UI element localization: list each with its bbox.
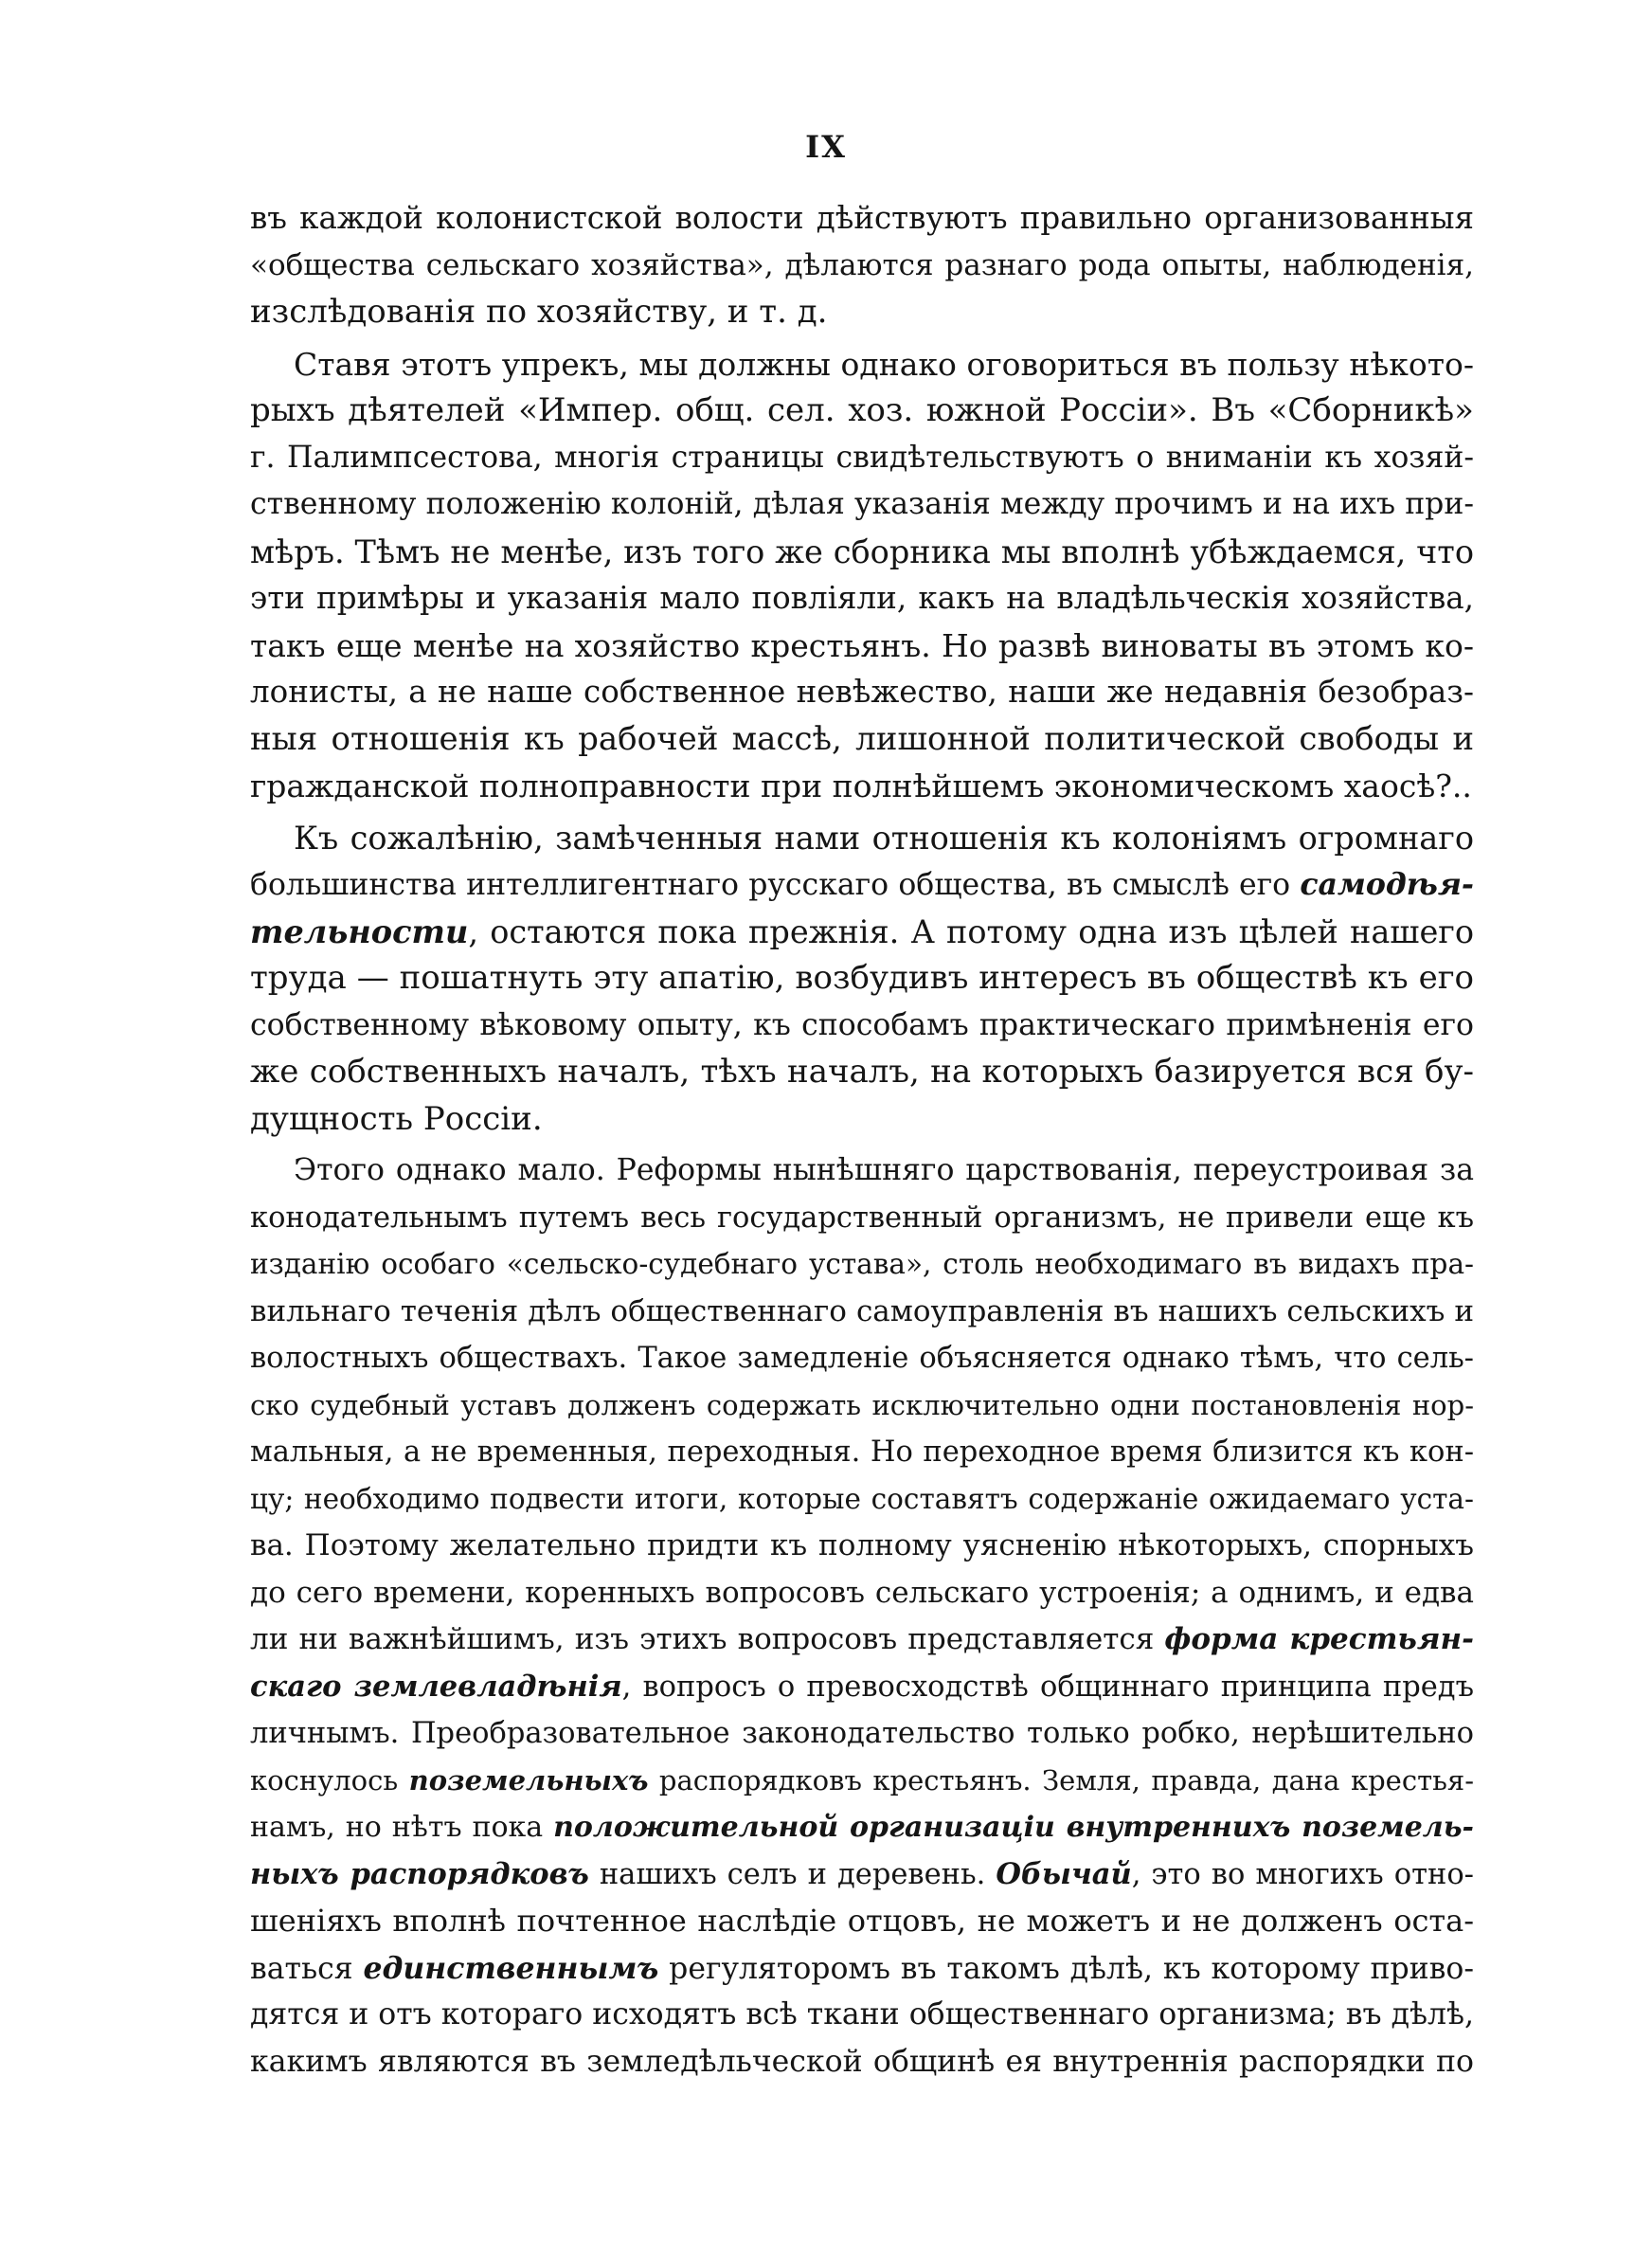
text-line: большинства интеллигентнаго русскаго общества, въ смыслѣ его самодѣя- xyxy=(250,867,1474,902)
text-line: рыхъ дѣятелей «Импер. общ. сел. хоз. южной Россіи». Въ «Сборникѣ» xyxy=(250,391,1474,429)
text-line: Ставя этотъ упрекъ, мы должны однако оговориться въ пользу нѣкото- xyxy=(294,345,1474,383)
text-line: ственному положенію колоній, дѣлая указанія между прочимъ и на ихъ при- xyxy=(250,487,1474,521)
text-line: какимъ являются въ земледѣльческой общинѣ ея внутреннія распорядки по xyxy=(250,2044,1474,2079)
emphasis: форма крестьян- xyxy=(1164,1622,1474,1656)
text-line: мѣръ. Тѣмъ не менѣе, изъ того же сборника мы вполнѣ убѣждаемся, что xyxy=(250,533,1474,570)
text-line: шеніяхъ вполнѣ почтенное наслѣдіе отцовъ, не можетъ и не долженъ оста- xyxy=(250,1903,1474,1939)
emphasis: тельности xyxy=(250,912,469,950)
text-line: тельности, остаются пока прежнія. А потому одна изъ цѣлей нашего xyxy=(250,912,1474,950)
text-line: скаго землевладѣнія, вопросъ о превосходствѣ общиннаго принципа предъ xyxy=(250,1669,1474,1704)
text-line: въ каждой колонистской волости дѣйствуютъ правильно организованныя xyxy=(250,200,1474,236)
text-line: ва. Поэтому желательно придти къ полному уясненію нѣкоторыхъ, спорныхъ xyxy=(250,1528,1474,1562)
text-line: г. Палимпсестова, многія страницы свидѣтельствуютъ о вниманіи къ хозяй- xyxy=(250,440,1474,475)
text-line: изслѣдованія по хозяйству, и т. д. xyxy=(250,293,828,331)
text-line: дятся и отъ котораго исходятъ всѣ ткани общественнаго организма; въ дѣлѣ, xyxy=(250,1997,1474,2031)
text-line: мальныя, а не временныя, переходныя. Но переходное время близится къ кон- xyxy=(250,1435,1474,1469)
emphasis: единственнымъ xyxy=(363,1950,659,1986)
text-line: ныхъ распорядковъ нашихъ селъ и деревень. Обычай, это во многихъ отно- xyxy=(250,1856,1474,1891)
text-line: труда — пошатнуть эту апатію, возбудивъ интересъ въ обществѣ къ его xyxy=(250,959,1474,997)
text-line: дущность Россіи. xyxy=(250,1099,543,1138)
text-line: эти примѣры и указанія мало повліяли, какъ на владѣльческія хозяйства, xyxy=(250,580,1474,616)
text-line: «общества сельскаго хозяйства», дѣлаются разнаго рода опыты, наблюденія, xyxy=(250,247,1474,282)
text-line: ли ни важнѣйшимъ, изъ этихъ вопросовъ представляется форма крестьян- xyxy=(250,1622,1474,1656)
text-line: изданію особаго «сельско-судебнаго устава», столь необходимаго въ видахъ пра- xyxy=(250,1248,1474,1280)
text-line: лонисты, а не наше собственное невѣжество, наши же недавнія безобраз- xyxy=(250,674,1474,710)
text-line: личнымъ. Преобразовательное законодательство только робко, нерѣшительно xyxy=(250,1717,1474,1750)
text-line: коснулось поземельныхъ распорядковъ крестьянъ. Земля, правда, дана крестья- xyxy=(250,1763,1474,1797)
text-line: конодательнымъ путемъ весь государственный организмъ, не привели еще къ xyxy=(250,1201,1474,1235)
text-line: вильнаго теченія дѣлъ общественнаго самоуправленія въ нашихъ сельскихъ и xyxy=(250,1293,1474,1328)
text-line: цу; необходимо подвести итоги, которые составятъ содержаніе ожидаемаго уста- xyxy=(250,1482,1474,1515)
text-line: намъ, но нѣтъ пока положительной организаціи внутреннихъ поземель- xyxy=(250,1811,1474,1844)
emphasis: скаго землевладѣнія xyxy=(250,1669,622,1704)
text-line: ско судебный уставъ долженъ содержать исключительно одни постановленія нор- xyxy=(250,1388,1474,1421)
text-line: до сего времени, коренныхъ вопросовъ сельскаго устроенія; а однимъ, и едва xyxy=(250,1575,1474,1610)
text-line: ныя отношенія къ рабочей массѣ, лишонной политической свободы и xyxy=(250,719,1474,758)
text-line: же собственныхъ началъ, тѣхъ началъ, на которыхъ базируется вся бу- xyxy=(250,1053,1474,1091)
emphasis: Обычай xyxy=(996,1856,1132,1891)
text-line: Этого однако мало. Реформы нынѣшняго царствованія, переустроивая за xyxy=(294,1153,1474,1187)
emphasis: положительной организаціи внутреннихъ поземель- xyxy=(553,1811,1474,1844)
text-line: ваться единственнымъ регуляторомъ въ такомъ дѣлѣ, къ которому приво- xyxy=(250,1950,1474,1986)
text-line: волостныхъ обществахъ. Такое замедленіе объясняется однако тѣмъ, что сель- xyxy=(250,1342,1474,1375)
text-line: такъ еще менѣе на хозяйство крестьянъ. Но развѣ виноваты въ этомъ ко- xyxy=(250,626,1474,664)
body-text xyxy=(250,195,1474,2085)
text-line: гражданской полноправности при полнѣйшемъ экономическомъ хаосѣ?.. xyxy=(250,767,1472,804)
text-line: собственному вѣковому опыту, къ способамъ практическаго примѣненія его xyxy=(250,1007,1474,1042)
text-line: Къ сожалѣнію, замѣченныя нами отношенія къ колоніямъ огромнаго xyxy=(294,819,1474,857)
emphasis: поземельныхъ xyxy=(408,1763,649,1797)
page-number: IX xyxy=(805,129,847,165)
emphasis: ныхъ распорядковъ xyxy=(250,1856,589,1891)
emphasis: самодѣя- xyxy=(1300,867,1474,902)
